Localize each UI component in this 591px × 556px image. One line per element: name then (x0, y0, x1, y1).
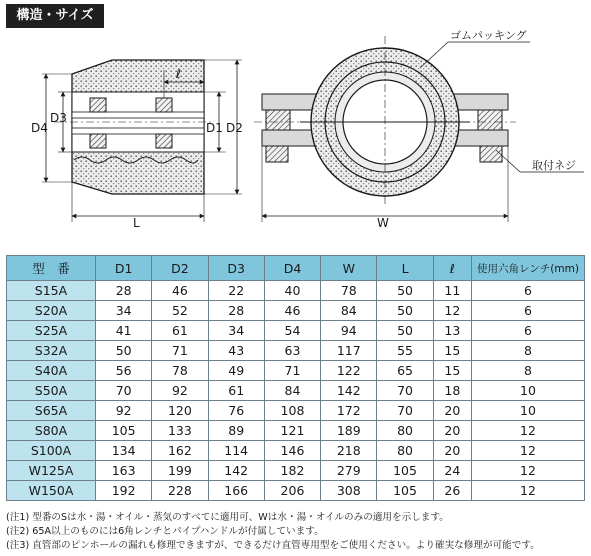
ell-label: ℓ (176, 67, 181, 81)
notes (6, 511, 590, 554)
table-row (7, 461, 585, 481)
table-cell: 41 (96, 321, 152, 341)
side-section-view (31, 60, 243, 230)
table-cell: 28 (96, 281, 152, 301)
model-cell: S80A (7, 421, 96, 441)
table-cell: 122 (321, 361, 377, 381)
table-cell: 117 (321, 341, 377, 361)
column-header: 使用六角レンチ(mm) (472, 256, 585, 281)
table-cell: 34 (96, 301, 152, 321)
table-cell: 22 (208, 281, 264, 301)
table-cell: 121 (264, 421, 320, 441)
table-cell: 50 (377, 281, 433, 301)
table-cell: 192 (96, 481, 152, 501)
table-cell: 84 (321, 301, 377, 321)
table-cell: 108 (264, 401, 320, 421)
table-row (7, 301, 585, 321)
table-cell: 26 (433, 481, 471, 501)
table-cell: 55 (377, 341, 433, 361)
table-cell: 146 (264, 441, 320, 461)
table-row (7, 321, 585, 341)
table-body (7, 281, 585, 501)
table-cell: 12 (472, 421, 585, 441)
model-cell: S25A (7, 321, 96, 341)
table-cell: 189 (321, 421, 377, 441)
table-cell: 206 (264, 481, 320, 501)
table-cell: 28 (208, 301, 264, 321)
table-cell: 20 (433, 421, 471, 441)
table-cell: 50 (377, 321, 433, 341)
table-cell: 94 (321, 321, 377, 341)
table-cell: 18 (433, 381, 471, 401)
spec-table (6, 255, 585, 501)
table-cell: 163 (96, 461, 152, 481)
column-header: L (377, 256, 433, 281)
column-header: 型 番 (7, 256, 96, 281)
table-cell: 71 (152, 341, 208, 361)
structure-diagram (0, 30, 591, 252)
bolt-label: 取付ネジ (532, 159, 576, 172)
table-cell: 46 (152, 281, 208, 301)
table-cell: 78 (321, 281, 377, 301)
column-header: ℓ (433, 256, 471, 281)
table-cell: 34 (208, 321, 264, 341)
table-row (7, 381, 585, 401)
table-cell: 15 (433, 341, 471, 361)
column-header: D4 (264, 256, 320, 281)
table-row (7, 441, 585, 461)
table-cell: 15 (433, 361, 471, 381)
table-cell: 218 (321, 441, 377, 461)
table-cell: 142 (321, 381, 377, 401)
model-cell: S40A (7, 361, 96, 381)
table-cell: 61 (152, 321, 208, 341)
l-label: L (133, 216, 140, 230)
table-row (7, 481, 585, 501)
d3-label: D3 (50, 111, 67, 125)
table-cell: 24 (433, 461, 471, 481)
table-cell: 10 (472, 401, 585, 421)
table-cell: 49 (208, 361, 264, 381)
gasket-label: ゴムパッキング (450, 30, 527, 42)
table-cell: 279 (321, 461, 377, 481)
table-cell: 142 (208, 461, 264, 481)
table-cell: 308 (321, 481, 377, 501)
note-3: (注3) 直管部のピンホールの漏れも修理できますが、できるだけ直管専用型をご使用ください。より確実な修理が可能です。 (6, 540, 540, 552)
column-header: D1 (96, 256, 152, 281)
column-header: D3 (208, 256, 264, 281)
table-cell: 80 (377, 421, 433, 441)
table-cell: 13 (433, 321, 471, 341)
d1-label: D1 (206, 121, 223, 135)
table-cell: 20 (433, 401, 471, 421)
table-cell: 61 (208, 381, 264, 401)
d2-label: D2 (226, 121, 243, 135)
table-cell: 162 (152, 441, 208, 461)
table-cell: 52 (152, 301, 208, 321)
table-cell: 71 (264, 361, 320, 381)
table-cell: 228 (152, 481, 208, 501)
table-cell: 84 (264, 381, 320, 401)
table-cell: 70 (96, 381, 152, 401)
table-cell: 80 (377, 441, 433, 461)
table-cell: 56 (96, 361, 152, 381)
table-cell: 114 (208, 441, 264, 461)
table-cell: 12 (472, 441, 585, 461)
table-cell: 92 (96, 401, 152, 421)
table-cell: 8 (472, 361, 585, 381)
table-cell: 50 (96, 341, 152, 361)
table-cell: 166 (208, 481, 264, 501)
table-row (7, 361, 585, 381)
column-header: W (321, 256, 377, 281)
table-cell: 40 (264, 281, 320, 301)
note-2: (注2) 65A以上のものには6角レンチとパイプハンドルが付属しています。 (6, 526, 324, 538)
table-cell: 6 (472, 281, 585, 301)
table-cell: 6 (472, 321, 585, 341)
table-cell: 76 (208, 401, 264, 421)
table-row (7, 401, 585, 421)
table-cell: 43 (208, 341, 264, 361)
model-cell: S20A (7, 301, 96, 321)
w-label: W (377, 216, 389, 230)
d4-label: D4 (31, 121, 48, 135)
table-cell: 70 (377, 381, 433, 401)
table-cell: 134 (96, 441, 152, 461)
table-cell: 92 (152, 381, 208, 401)
table-cell: 54 (264, 321, 320, 341)
table-cell: 12 (472, 461, 585, 481)
table-cell: 11 (433, 281, 471, 301)
table-cell: 78 (152, 361, 208, 381)
model-cell: S100A (7, 441, 96, 461)
table-cell: 120 (152, 401, 208, 421)
table-cell: 172 (321, 401, 377, 421)
table-cell: 105 (377, 481, 433, 501)
table-cell: 10 (472, 381, 585, 401)
model-cell: S15A (7, 281, 96, 301)
model-cell: W150A (7, 481, 96, 501)
front-view (254, 30, 584, 230)
model-cell: S65A (7, 401, 96, 421)
model-cell: S50A (7, 381, 96, 401)
table-cell: 182 (264, 461, 320, 481)
table-cell: 50 (377, 301, 433, 321)
table-row (7, 421, 585, 441)
table-row (7, 341, 585, 361)
table-row (7, 281, 585, 301)
table-cell: 133 (152, 421, 208, 441)
note-1: (注1) 型番のSは水・湯・オイル・蒸気のすべてに適用可、Wは水・湯・オイルのみの適用を示します。 (6, 512, 449, 523)
table-cell: 105 (96, 421, 152, 441)
model-cell: S32A (7, 341, 96, 361)
table-cell: 12 (472, 481, 585, 501)
table-cell: 63 (264, 341, 320, 361)
table-cell: 8 (472, 341, 585, 361)
table-cell: 199 (152, 461, 208, 481)
table-header-row (7, 256, 585, 281)
table-cell: 105 (377, 461, 433, 481)
table-cell: 20 (433, 441, 471, 461)
section-title: 構造・サイズ (6, 4, 104, 28)
column-header: D2 (152, 256, 208, 281)
table-cell: 65 (377, 361, 433, 381)
model-cell: W125A (7, 461, 96, 481)
table-cell: 70 (377, 401, 433, 421)
table-cell: 6 (472, 301, 585, 321)
table-cell: 89 (208, 421, 264, 441)
table-cell: 12 (433, 301, 471, 321)
table-cell: 46 (264, 301, 320, 321)
